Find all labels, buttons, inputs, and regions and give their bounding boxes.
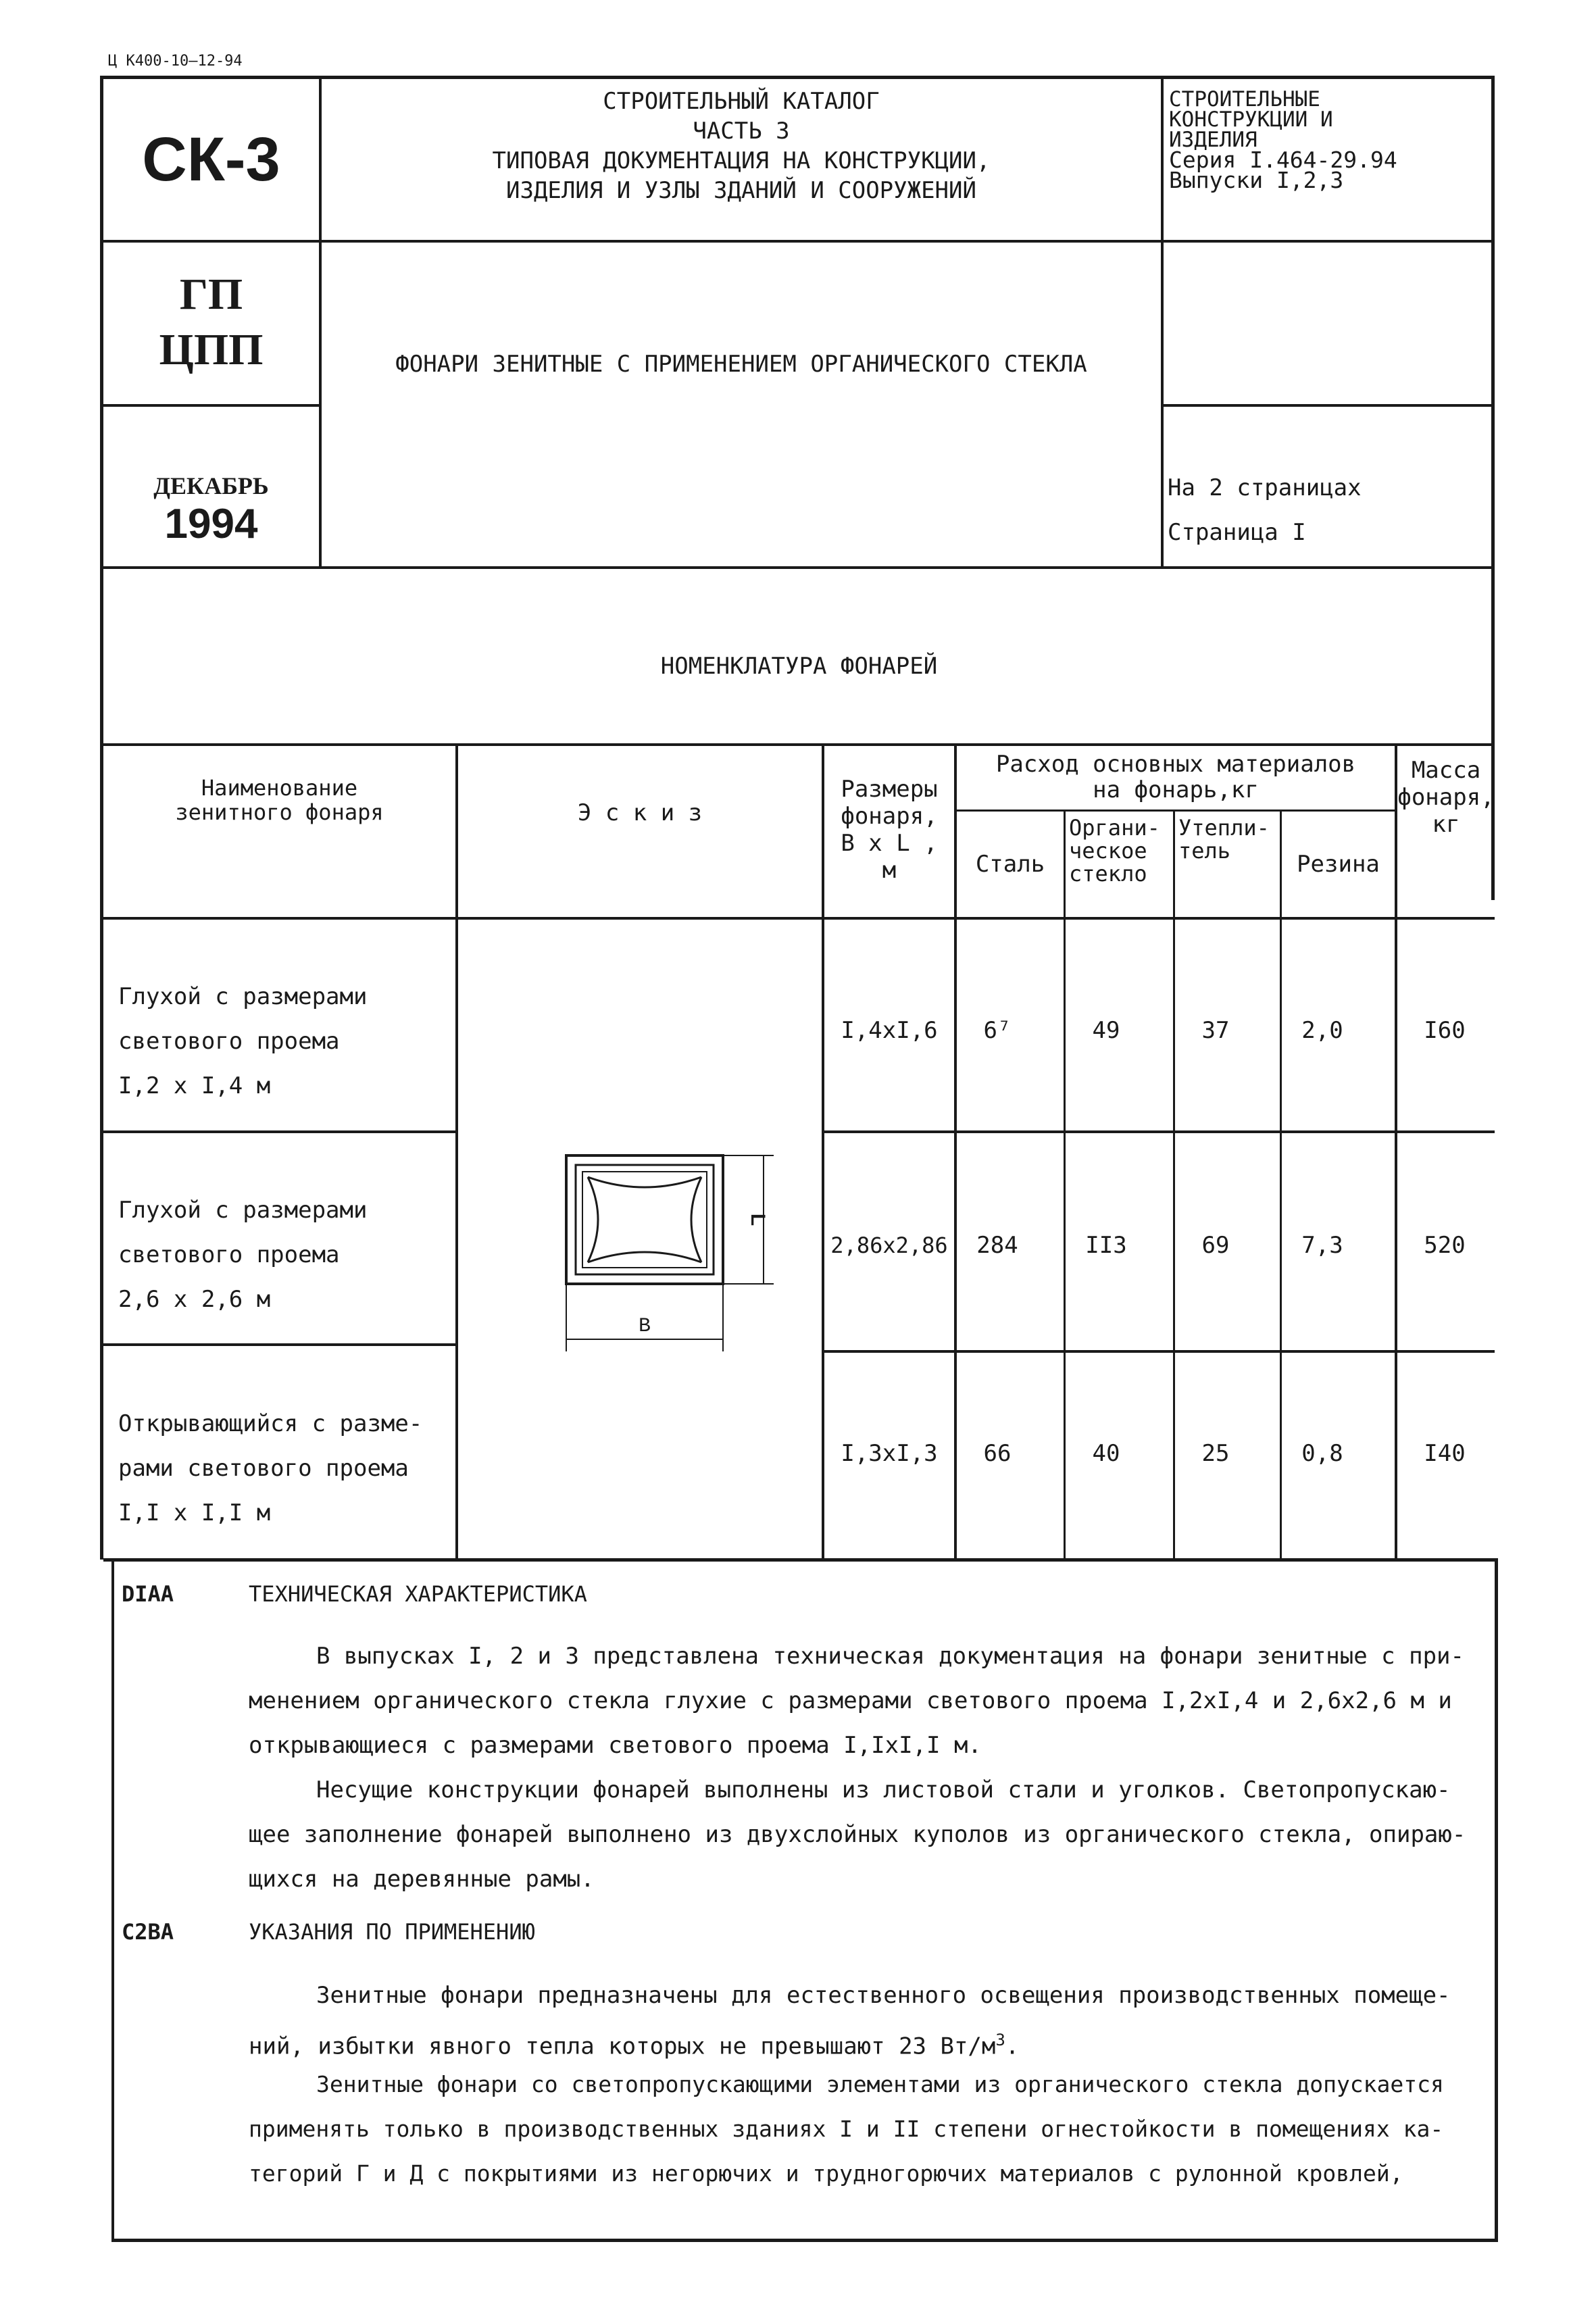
text-frame-bottom: [111, 2239, 1498, 2242]
header-steel: Сталь: [975, 851, 1045, 878]
row-name-line: Глухой с размерами: [118, 983, 368, 1010]
section-code-2: C2BA: [122, 1919, 174, 1945]
row-1-mass: I60: [1424, 1017, 1466, 1044]
paragraph-line: В выпусках I, 2 и 3 представлена техническая документация на фонари зенитные с при-: [316, 1643, 1464, 1670]
row-2-mass: 520: [1424, 1232, 1466, 1259]
paragraph-line: тегорий Г и Д с покрытиями из негорючих и трудногорючих материалов с рулонной кровлей,: [249, 2160, 1403, 2187]
header-insulation-line: Утепли-: [1178, 815, 1270, 841]
header-size: [824, 776, 954, 884]
row-3-insulation: 25: [1201, 1440, 1230, 1467]
row-name-line: I,I x I,I м: [118, 1499, 271, 1526]
pages-total: На 2 страницах: [1168, 474, 1362, 501]
header-materials-line: на фонарь,кг: [1093, 776, 1259, 803]
header-rubber: Резина: [1297, 851, 1380, 878]
header-mass-line: фонаря,: [1397, 784, 1495, 811]
header-name-line: Наименование: [201, 775, 358, 801]
row-2-size: 2,86x2,86: [830, 1233, 948, 1258]
header-glass-line: ческое: [1069, 838, 1147, 864]
row-3-steel: 66: [983, 1440, 1012, 1467]
paragraph-4: [249, 2062, 1512, 2196]
paragraph-line: открывающиеся с размерами светового проема I,IxI,I м.: [249, 1732, 982, 1759]
header-glass-line: Органи-: [1069, 815, 1160, 841]
row-name-line: рами светового проема: [118, 1455, 409, 1482]
org-line-1: ГП: [179, 270, 243, 319]
issue-month: ДЕКАБРЬ: [153, 472, 269, 499]
section-code-1: DIAA: [122, 1581, 174, 1607]
paragraph-line: Зенитные фонари предназначены для естественного освещения производственных помеще-: [316, 1982, 1451, 2009]
paragraph-text: ний, избытки явного тепла которых не превышают 23 Вт/м: [249, 2033, 996, 2060]
series-line: ИЗДЕЛИЯ: [1169, 128, 1257, 152]
heading-application: УКАЗАНИЯ ПО ПРИМЕНЕНИЮ: [249, 1919, 535, 1945]
series-number: Серия I.464-29.94: [1169, 147, 1397, 173]
header-mass: [1397, 757, 1495, 838]
header-size-line: Размеры: [841, 776, 938, 803]
row-2-rubber: 7,3: [1301, 1232, 1343, 1259]
row-2-name: [118, 1188, 367, 1322]
row-3-size: I,3xI,3: [841, 1440, 938, 1467]
paragraph-line: Несущие конструкции фонарей выполнены из листовой стали и уголков. Светопропускаю-: [316, 1776, 1451, 1803]
paragraph-line: применять только в производственных зданиях I и II степени огнестойкости в помещениях ка-: [249, 2116, 1444, 2142]
series-line: СТРОИТЕЛЬНЫЕ: [1169, 87, 1320, 111]
row-1-glass: 49: [1092, 1017, 1120, 1044]
row-3-glass: 40: [1092, 1440, 1120, 1467]
row-3-mass: I40: [1424, 1440, 1466, 1467]
header-materials-line: Расход основных материалов: [995, 751, 1356, 778]
header-sketch: Э с к и з: [577, 799, 703, 826]
section-title: НОМЕНКЛАТУРА ФОНАРЕЙ: [660, 653, 938, 680]
skylight-sketch: [541, 1135, 797, 1365]
row-2-steel: 284: [976, 1232, 1018, 1259]
row-1-steel: 6⁷: [983, 1017, 1012, 1044]
header-materials: [957, 751, 1395, 803]
document-code: Ц К400-10—12-94: [108, 53, 243, 70]
paragraph-line: щихся на деревянные рамы.: [249, 1866, 595, 1893]
org-line-2: ЦПП: [159, 325, 264, 374]
row-name-line: Глухой с размерами: [118, 1197, 368, 1224]
row-2-insulation: 69: [1201, 1232, 1230, 1259]
paragraph-line: менением органического стекла глухие с размерами светового проема I,2xI,4 и 2,6x2,6 м и: [249, 1687, 1452, 1714]
paragraph-1: [249, 1634, 1478, 1768]
row-3-name: [118, 1401, 422, 1535]
paragraph-line-last: ний, избытки явного тепла которых не превышают 23 $Вт/м^3$.: [249, 2031, 1020, 2060]
organization: [103, 267, 319, 378]
row-name-line: светового проема: [118, 1241, 340, 1268]
issue-year: 1994: [164, 501, 258, 547]
document-title: ФОНАРИ ЗЕНИТНЫЕ С ПРИМЕНЕНИЕМ ОРГАНИЧЕСКОГО СТЕКЛА: [395, 351, 1087, 378]
row-name-line: I,2 x I,4 м: [118, 1072, 271, 1099]
header-insulation: [1178, 816, 1270, 862]
catalog-line: ТИПОВАЯ ДОКУМЕНТАЦИЯ НА КОНСТРУКЦИИ,: [492, 147, 991, 174]
paragraph-line: Зенитные фонари со светопропускающими элементами из органического стекла допускается: [316, 2071, 1444, 2097]
catalog-line: ИЗДЕЛИЯ И УЗЛЫ ЗДАНИЙ И СООРУЖЕНИЙ: [506, 177, 976, 204]
text-frame-left: [111, 1558, 114, 2241]
header-size-line: фонаря,: [841, 803, 938, 830]
page-current: Страница I: [1168, 519, 1306, 546]
row-1-rubber: 2,0: [1301, 1017, 1343, 1044]
header-size-line: В x L ,: [841, 830, 938, 857]
catalog-logo: СК-3: [142, 124, 280, 194]
header-glass-line: стекло: [1069, 861, 1147, 887]
series-info: [1169, 89, 1397, 191]
header-glass: [1069, 816, 1160, 885]
paragraph-line: щее заполнение фонарей выполнено из двухслойных куполов из органического стекла, опираю-: [249, 1821, 1466, 1848]
catalog-description: [322, 86, 1161, 205]
catalog-line: ЧАСТЬ 3: [693, 118, 790, 145]
sketch-label-b: В: [638, 1315, 651, 1338]
row-2-glass: II3: [1085, 1232, 1127, 1259]
sketch-label-l: L: [747, 1213, 769, 1226]
row-name-line: 2,6 x 2,6 м: [118, 1286, 271, 1313]
series-line: КОНСТРУКЦИИ И: [1169, 107, 1333, 132]
row-1-size: I,4xI,6: [841, 1017, 938, 1044]
header-mass-line: кг: [1432, 811, 1460, 838]
header-name: [103, 776, 455, 824]
row-name-line: светового проема: [118, 1028, 340, 1055]
header-mass-line: Масса: [1411, 757, 1481, 784]
header-size-line: м: [882, 857, 897, 884]
paragraph-2: [249, 1768, 1478, 1901]
paragraph-3: [249, 1973, 1478, 2068]
row-3-rubber: 0,8: [1301, 1440, 1343, 1467]
header-name-line: зенитного фонаря: [175, 799, 384, 825]
row-1-name: [118, 974, 367, 1108]
header-insulation-line: тель: [1178, 838, 1231, 864]
row-1-insulation: 37: [1201, 1017, 1230, 1044]
row-name-line: Открывающийся с разме-: [118, 1410, 423, 1437]
superscript: 3: [995, 2031, 1005, 2049]
issues-line: Выпуски I,2,3: [1169, 167, 1344, 193]
catalog-line: СТРОИТЕЛЬНЫЙ КАТАЛОГ: [603, 88, 880, 115]
heading-technical: ТЕХНИЧЕСКАЯ ХАРАКТЕРИСТИКА: [249, 1581, 587, 1607]
